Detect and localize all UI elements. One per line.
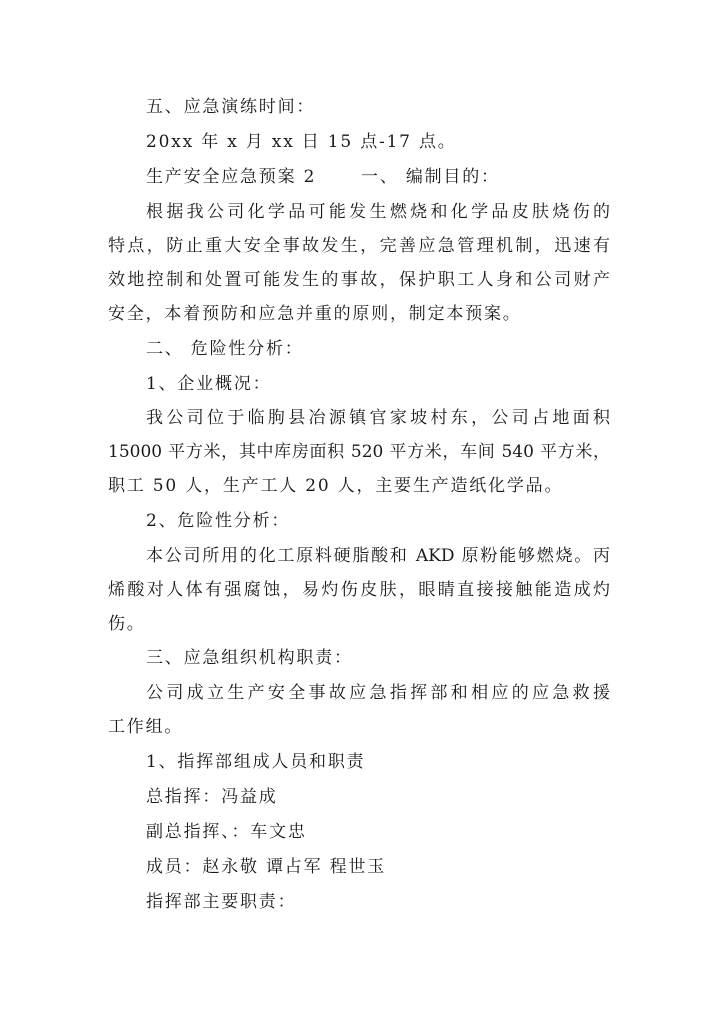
paragraph-line: 效地控制和处置可能发生的事故，保护职工人身和公司财产 [108,270,610,290]
paragraph-line: 特点，防止重大安全事故发生，完善应急管理机制，迅速有 [108,236,610,256]
heading-drill-time: 五、应急演练时间： [146,97,316,117]
commander-line: 总指挥：冯益成 [146,787,278,807]
paragraph-line: 15000 平方米，其中库房面积 520 平方米，车间 540 平方米， [108,442,610,462]
members-line: 成员：赵永敬 谭占军 程世玉 [146,857,387,877]
paragraph-line: 公司成立生产安全事故应急指挥部和相应的应急救援 [146,683,610,703]
paragraph-line: 本公司所用的化工原料硬脂酸和 AKD 原粉能够燃烧。丙 [146,546,610,566]
paragraph-line: 根据我公司化学品可能发生燃烧和化学品皮肤烧伤的 [146,202,610,222]
paragraph-line: 伤。 [108,614,146,634]
paragraph-line: 烯酸对人体有强腐蚀，易灼伤皮肤，眼睛直接接触能造成灼 [108,580,610,600]
plan-title-line: 生产安全应急预案 2 一、 编制目的： [146,167,500,187]
heading-emergency-org: 三、应急组织机构职责： [146,648,353,668]
paragraph-line: 职工 50 人，生产工人 20 人，主要生产造纸化学品。 [108,476,564,496]
heading-risk-detail: 2、危险性分析： [146,511,291,531]
heading-command-duties: 指挥部主要职责： [146,892,297,912]
heading-command-members: 1、指挥部组成人员和职责 [146,752,366,772]
deputy-commander-line: 副总指挥、：车文忠 [146,822,307,842]
drill-time-value: 20xx 年 x 月 xx 日 15 点-17 点。 [146,132,457,152]
paragraph-line: 工作组。 [108,717,184,737]
paragraph-line: 安全，本着预防和应急并重的原则，制定本预案。 [108,304,522,324]
heading-company-overview: 1、企业概况： [146,374,272,394]
paragraph-line: 我公司位于临朐县冶源镇官家坡村东，公司占地面积 [146,408,610,428]
heading-risk-analysis: 二、 危险性分析： [146,339,304,359]
